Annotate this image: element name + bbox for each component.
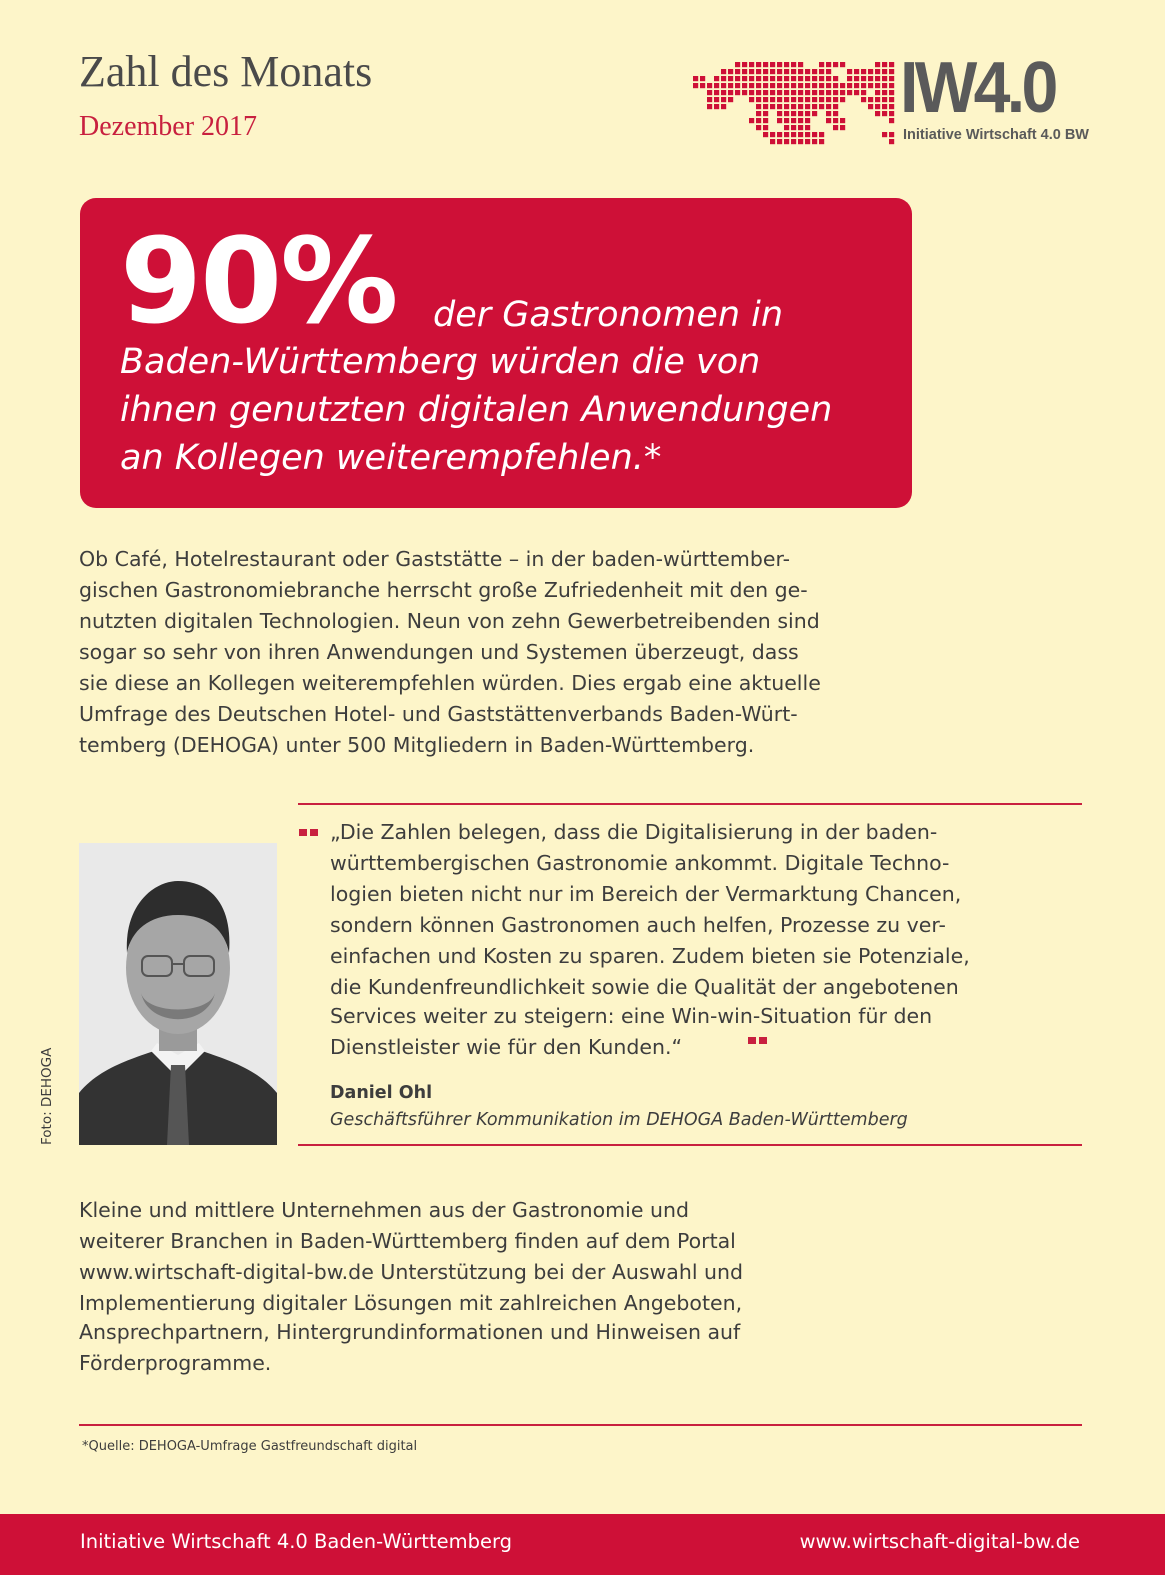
paragraph-line: Implementierung digitaler Lösungen mit zahlreichen Angeboten, — [79, 1291, 743, 1315]
quote-line: logien bieten nicht nur im Bereich der Vermarktung Chancen, — [330, 882, 962, 906]
quote-line: württembergischen Gastronomie ankommt. Digitale Techno- — [330, 851, 950, 875]
footnote-rule — [79, 1424, 1082, 1426]
highlight-line: an Kollegen weiterempfehlen.* — [120, 438, 662, 478]
logo-wordmark: IW4.0 — [900, 48, 1055, 128]
quote-line: Services weiter zu steigern: eine Win-win-Situation für den — [330, 1004, 933, 1028]
page-subtitle: Dezember 2017 — [79, 111, 258, 142]
paragraph-line: weiterer Branchen in Baden-Württemberg finden auf dem Portal — [79, 1229, 736, 1253]
footnote: *Quelle: DEHOGA-Umfrage Gastfreundschaft digital — [82, 1439, 418, 1454]
highlight-number: 90% — [120, 212, 397, 350]
highlight-line: Baden-Württemberg würden die von — [120, 342, 761, 382]
quote-bottom-rule — [298, 1144, 1082, 1146]
highlight-line: ihnen genutzten digitalen Anwendungen — [120, 390, 833, 430]
paragraph-line: nutzten digitalen Technologien. Neun von zehn Gewerbetreibenden sind — [79, 609, 820, 633]
footer-organization: Initiative Wirtschaft 4.0 Baden-Württemberg — [80, 1530, 513, 1553]
paragraph-line: gischen Gastronomiebranche herrscht große Zufriedenheit mit den ge- — [79, 578, 808, 602]
footer-website-link[interactable]: www.wirtschaft-digital-bw.de — [799, 1530, 1080, 1553]
paragraph-line: Ansprechpartnern, Hintergrundinformationen und Hinweisen auf — [79, 1320, 741, 1344]
quote-close-mark-icon — [759, 1037, 767, 1044]
quote-top-rule — [298, 803, 1082, 805]
portrait-photo — [79, 843, 277, 1145]
paragraph-line: temberg (DEHOGA) unter 500 Mitgliedern in Baden-Württemberg. — [79, 733, 755, 757]
paragraph-line: Kleine und mittlere Unternehmen aus der Gastronomie und — [79, 1198, 689, 1222]
paragraph-line: www.wirtschaft-digital-bw.de Unterstützung bei der Auswahl und — [79, 1260, 744, 1284]
paragraph-line: sogar so sehr von ihren Anwendungen und Systemen überzeugt, dass — [79, 640, 799, 664]
quote-close-mark-icon — [748, 1037, 756, 1044]
quote-line: sondern können Gastronomen auch helfen, Prozesse zu ver- — [330, 913, 946, 937]
quote-line: die Kundenfreundlichkeit sowie die Qualität der angebotenen — [330, 975, 959, 999]
quote-line: einfachen und Kosten zu sparen. Zudem bieten sie Potenziale, — [330, 944, 970, 968]
paragraph-line: Ob Café, Hotelrestaurant oder Gaststätte – in der baden-württember- — [79, 547, 790, 571]
photo-credit: Foto: DEHOGA — [39, 1047, 55, 1145]
highlight-line: der Gastronomen in — [433, 295, 784, 335]
paragraph-line: Förderprogramme. — [79, 1351, 272, 1375]
quote-open-mark-icon — [299, 829, 307, 836]
quote-author-role: Geschäftsführer Kommunikation im DEHOGA Baden-Württemberg — [330, 1110, 908, 1130]
page-title: Zahl des Monats — [79, 47, 373, 96]
quote-author: Daniel Ohl — [330, 1083, 433, 1103]
quote-line: Dienstleister wie für den Kunden.“ — [330, 1035, 683, 1059]
quote-line: „Die Zahlen belegen, dass die Digitalisierung in der baden- — [330, 820, 938, 844]
logo-subtitle: Initiative Wirtschaft 4.0 BW — [903, 127, 1089, 143]
paragraph-line: Umfrage des Deutschen Hotel- und Gaststättenverbands Baden-Würt- — [79, 702, 798, 726]
paragraph-line: sie diese an Kollegen weiterempfehlen würden. Dies ergab eine aktuelle — [79, 671, 821, 695]
quote-open-mark-icon — [310, 829, 318, 836]
